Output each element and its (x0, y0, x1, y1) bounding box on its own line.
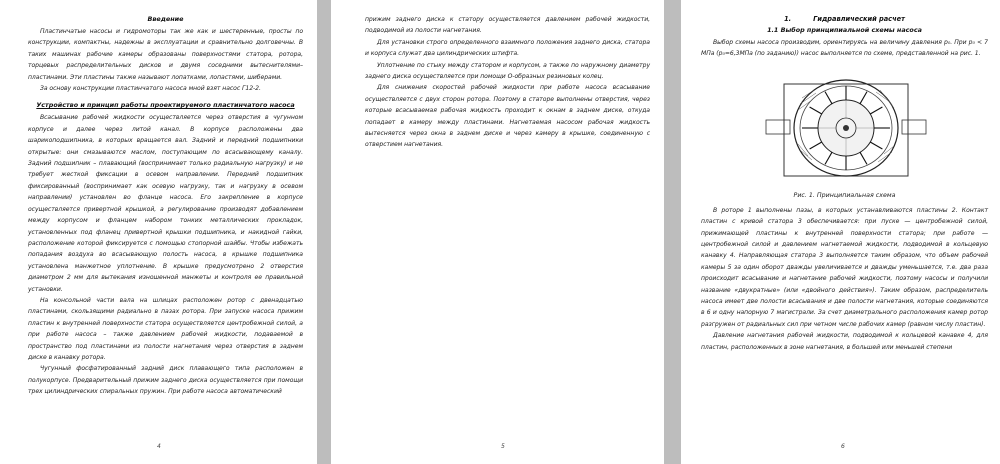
page-number: 6 (841, 443, 845, 450)
body-paragraph: Выбор схемы насоса производим, ориентируясь на величину давления p₀. При p₀ < 7 МПа (p₀=6,3МПа (по заданию)) насос выполняется по схеме, представленной на рис. 1. (701, 39, 988, 58)
pump-schematic-drawing (754, 68, 936, 188)
page-number: 4 (157, 443, 161, 450)
chapter-heading (701, 14, 988, 25)
pump-schematic-figure (701, 68, 988, 188)
section-heading: Устройство и принцип работы проектируемого пластинчатого насоса (36, 101, 295, 110)
subsection-heading: 1.1 Выбор принципиальной схемы насоса (767, 26, 922, 34)
body-paragraph: Всасывание рабочей жидкости осуществляется через отверстия в чугунном корпусе и далее через литой канал. В корпусе расположены два шарикоподшипника, в которых вращается вал. Задний и передний подшипники открытые: они смазываются маслом, поступающим по всасывающему каналу. Задний подшипник – плавающий (воспринимает только радиальную нагрузку) и не требует жесткой фиксации в осевом направлении. Передний подшипник фиксированный (воспринимает как осевую нагрузку, так и нагрузку в осевом направлении) установлен во фланце насоса. Его закрепление в корпусе осуществляется привертной крышкой, а регулирование производят добавлением между корпусом и фланцем набором тонких металлических прокладок, установленных под фланец привертной крышки подшипника, и накидной гайки, расположение которой фиксируется с помощью стопорной шайбы. Чтобы избежать попадания воздуха во всасывающую полость насоса, в крышке подшипника установлена манжетное уплотнение. В крышке предусмотрено 2 отверстия диаметром 2 мм для вытекания изношенной манжеты и контроля ее правильной установки. (28, 114, 303, 293)
body-paragraph: Для снижения скоростей рабочей жидкости при работе насоса всасывание осуществляется с двух сторон ротора. Поэтому в статоре выполнены отверстия, через которые всасываемая рабочая жидкость проходит к окнам в заднем диске, откуда попадает в камеру между пластинами. Нагнетаемая насосом рабочая жидкость вытесняется через окна в заднем диске и через камеру в крышке, соединенную с отверстием нагнетания. (365, 84, 650, 149)
body-paragraph: прижим заднего диска к статору осуществляется давлением рабочей жидкости, подводимой из полости нагнетания. (365, 16, 650, 35)
body-paragraph: В роторе 1 выполнены пазы, в которых устанавливаются пластины 2. Контакт пластин с кривой статора 3 обеспечивается: при пуске — центробежной силой, прижимающей пластины к внутренней поверхности статора; при работе — центробежной силой и давлением нагнетаемой жидкости, подводимой в кольцевую канавку 4. Направляющая статора 3 выполняется таким образом, что объем рабочей камеры 5 за один оборот дважды увеличивается и дважды уменьшается, т.е. два раза происходит всасывание и нагнетание рабочей жидкости, поэтому насосы и получили название «двукратные» (или «двойного действия»). Таким образом, распределитель насоса имеет две полости всасывания и две полости нагнетания, которые соединяются в 6 и одну напорную 7 магистрали. За счет диаметрального расположения камер ротор разгружен от радиальных сил при четном числе рабочих камер (равном числу пластин). (701, 206, 988, 328)
chapter-number: 1. (784, 15, 792, 23)
body-paragraph: Для установки строго определенного взаимного положения заднего диска, статора и корпуса служат два цилиндрических штифта. (365, 38, 650, 58)
document-page-4 (0, 0, 317, 464)
body-paragraph: Давление нагнетания рабочей жидкости, подводимой к кольцевой канавке 4, для пластин, расположенных в зоне нагнетания, в большей или меньшей степени (701, 332, 988, 351)
page-number: 5 (501, 443, 505, 450)
document-page-6 (681, 0, 1000, 464)
figure-caption: Рис. 1. Принципиальная схема (793, 191, 896, 199)
intro-heading: Введение (147, 15, 184, 23)
body-paragraph: Уплотнение по стыку между статором и корпусом, а также по наружному диаметру заднего диска осуществляется при помощи О-образных резиновых колец. (365, 61, 650, 81)
document-page-5 (331, 0, 664, 464)
chapter-title: Гидравлический расчет (813, 15, 905, 23)
intro-paragraph: За основу конструкции пластинчатого насоса мной взят насос Г12-2. (40, 85, 261, 93)
intro-paragraph: Пластинчатые насосы и гидромоторы так же как и шестеренные, просты по конструкции, компактны, надежны в эксплуатации и сравнительно долговечны. В таких машинах рабочие камеры образованы поверхностями статора, ротора, торцевых распределительных дисков и двумя соседними вытеснителями–пластинами. Эти пластины также называют лопатками, лопастями, шиберами. (28, 28, 303, 81)
body-paragraph: Чугунный фосфатированный задний диск плавающего типа расположен в полукорпусе. Предварительный прижим заднего диска осуществляется при помощи трех цилиндрических спиральных пружин. При работе насоса автоматический (28, 365, 303, 396)
body-paragraph: На консольной части вала на шлицах расположен ротор с двенадцатью пластинами, скользящими радиально в пазах ротора. При запуске насоса прижим пластин к внутренней поверхности статора осуществляется центробежной силой, а при работе насоса – также давлением рабочей жидкости, подаваемой в пространство под пластинами из полости нагнетания через отверстия в заднем диске в канавку ротора. (28, 296, 303, 361)
